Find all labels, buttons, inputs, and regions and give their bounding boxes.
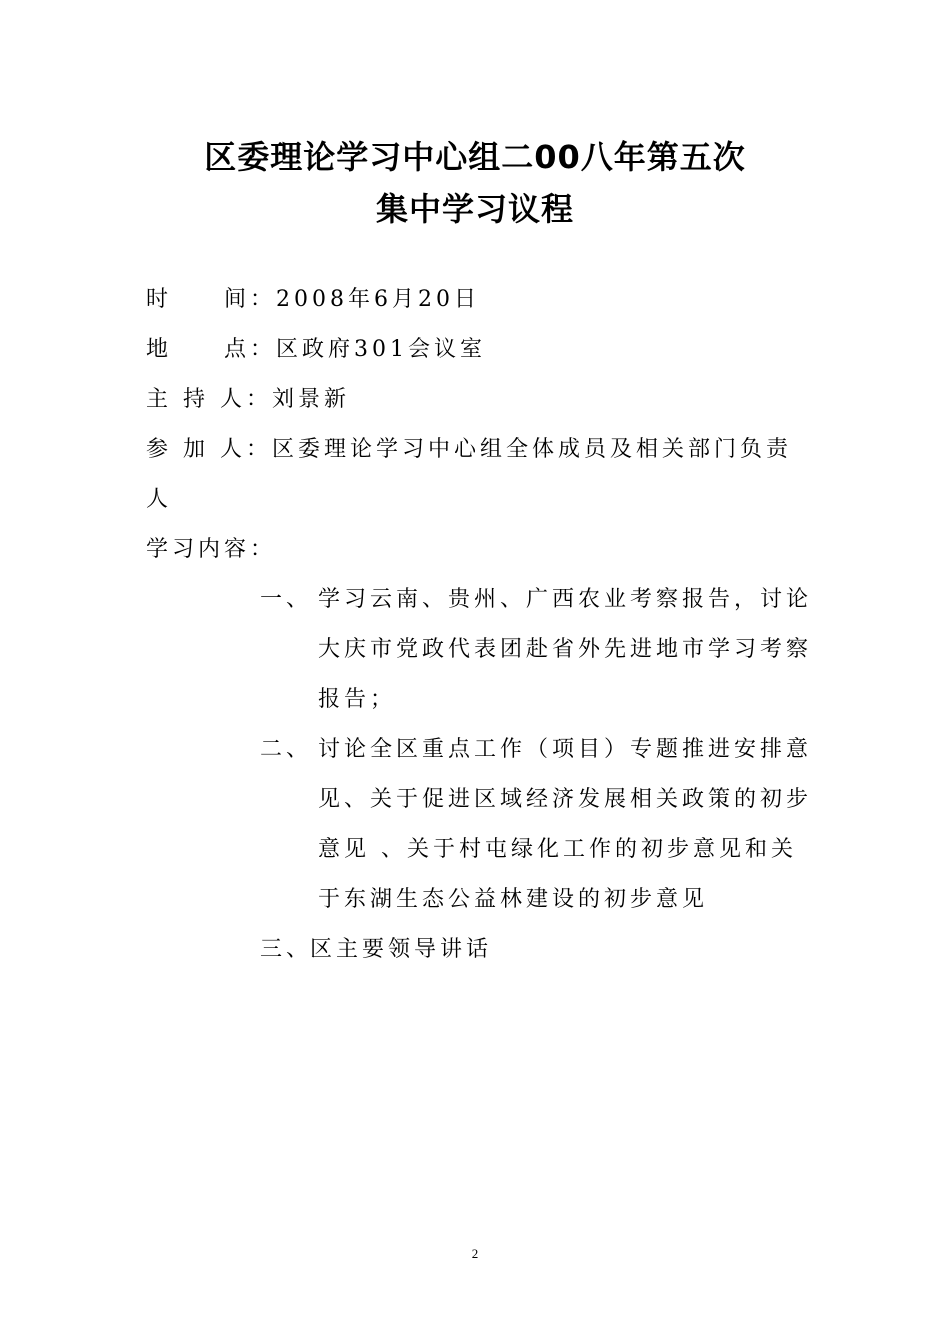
item-1-line-3: 报告； — [318, 687, 397, 712]
item-2-line-3: 意见 、关于村屯绿化工作的初步意见和关 — [318, 837, 797, 862]
page-number: 2 — [471, 1246, 479, 1261]
attendees-label: 参 加 人： — [146, 437, 272, 462]
host-label: 主 持 人： — [146, 387, 272, 412]
place-label: 地 点： — [146, 337, 277, 362]
document-title-line2: 集中学习议程 — [375, 190, 574, 228]
item-1-line-2: 大庆市党政代表团赴省外先进地市学习考察 — [318, 637, 813, 662]
item-2-line-4: 于东湖生态公益林建设的初步意见 — [318, 887, 709, 912]
place-value: 区政府301会议室 — [276, 337, 487, 362]
item-number-2: 二、 — [260, 737, 313, 762]
item-2-line-1: 讨论全区重点工作（项目）专题推进安排意 — [318, 737, 813, 762]
attendees-row-continued: 人 — [146, 487, 173, 512]
host-row — [146, 385, 350, 415]
place-row — [146, 335, 486, 365]
item-2-line-2: 见、关于促进区域经济发展相关政策的初步 — [318, 787, 813, 812]
item-1-line-1: 学习云南、贵州、广西农业考察报告，讨论 — [318, 587, 813, 612]
attendees-row — [146, 435, 792, 465]
time-value: 2008年6月20日 — [276, 287, 480, 312]
item-3-line-1: 区主要领导讲话 — [310, 937, 493, 962]
item-number-1: 一、 — [260, 587, 313, 612]
time-row — [146, 285, 480, 315]
time-label: 时 间： — [146, 287, 277, 312]
host-value: 刘景新 — [272, 387, 351, 412]
content-label: 学习内容： — [146, 537, 277, 562]
item-number-3: 三、 — [260, 937, 313, 962]
attendees-value: 区委理论学习中心组全体成员及相关部门负责 — [272, 437, 793, 462]
document-title-line1: 区委理论学习中心组二00八年第五次 — [204, 138, 746, 176]
